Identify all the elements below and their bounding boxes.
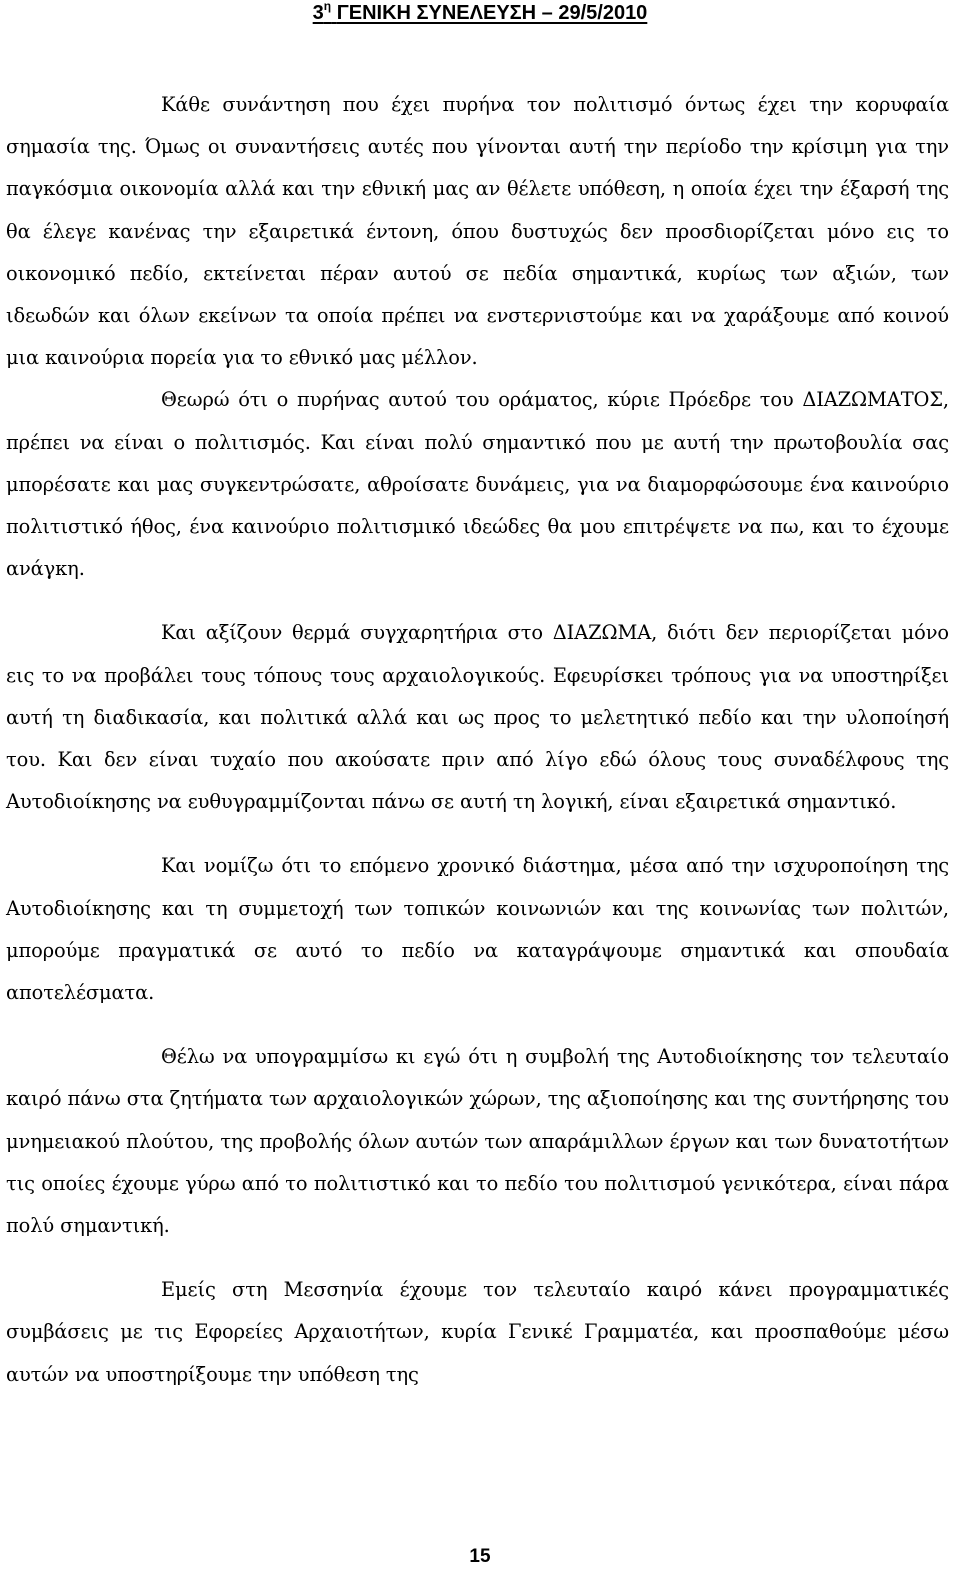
page-number: 15	[469, 1546, 491, 1567]
paragraph-6: Εμείς στη Μεσσηνία έχουμε τον τελευταίο καιρό κάνει προγραμματικές συμβάσεις με τις Εφορείες Αρχαιοτήτων, κυρία Γενικέ Γραμματέα, και προσπαθούμε μέσω αυτών να υποστηρίξουμε την υπόθεση της	[6, 1278, 949, 1386]
header-title: ΓΕΝΙΚΗ ΣΥΝΕΛΕΥΣΗ – 29/5/2010	[336, 2, 648, 24]
header-ordinal: 3	[312, 2, 324, 24]
header-ordinal-suffix: η	[323, 0, 332, 13]
paragraph-4: Και νομίζω ότι το επόμενο χρονικό διάστημα, μέσα από την ισχυροποίηση της Αυτοδιοίκησης και τη συμμετοχή των τοπικών κοινωνιών και της κοινωνίας των πολιτών, μπορούμε πραγματικά σε αυτό το πεδίο να καταγράψουμε σημαντικά και σπουδαία αποτελέσματα.	[6, 854, 949, 1005]
page-header	[0, 1, 960, 25]
paragraph-3: Και αξίζουν θερμά συγχαρητήρια στο ΔΙΑΖΩΜΑ, διότι δεν περιορίζεται μόνο εις το να προβάλει τους τόπους τους αρχαιολογικούς. Εφευρίσκει τρόπους για να υποστηρίξει αυτή τη διαδικασία, και πολιτικά αλλά και ως προς το μελετητικό πεδίο και την υλοποίησή του. Και δεν είναι τυχαίο που ακούσατε πριν από λίγο εδώ όλους τους συναδέλφους της Αυτοδιοίκησης να ευθυγραμμίζονται πάνω σε αυτή τη λογική, είναι εξαιρετικά σημαντικό.	[6, 621, 949, 814]
document-body	[6, 84, 949, 1396]
paragraph-2: Θεωρώ ότι ο πυρήνας αυτού του οράματος, κύριε Πρόεδρε του ΔΙΑΖΩΜΑΤΟΣ, πρέπει να είναι ο πολιτισμός. Και είναι πολύ σημαντικό που με αυτή την πρωτοβουλία σας μπορέσατε και μας συγκεντρώσατε, αθροίσατε δυνάμεις, για να διαμορφώσουμε ένα καινούριο πολιτιστικό ήθος, ένα καινούριο πολιτισμικό ιδεώδες θα μου επιτρέψετε να πω, και το έχουμε ανάγκη.	[6, 388, 949, 581]
paragraph-5: Θέλω να υπογραμμίσω κι εγώ ότι η συμβολή της Αυτοδιοίκησης τον τελευταίο καιρό πάνω στα ζητήματα των αρχαιολογικών χώρων, της αξιοποίησης και της συντήρησης του μνημειακού πλούτου, της προβολής όλων αυτών των απαράμιλλων έργων και των δυνατοτήτων τις οποίες έχουμε γύρω από το πολιτιστικό και το πεδίο του πολιτισμού γενικότερα, είναι πάρα πολύ σημαντική.	[6, 1045, 949, 1238]
paragraph-1: Κάθε συνάντηση που έχει πυρήνα τον πολιτισμό όντως έχει την κορυφαία σημασία της. Όμως οι συναντήσεις αυτές που γίνονται αυτή την περίοδο την κρίσιμη για την παγκόσμια οικονομία αλλά και την εθνική μας αν θέλετε υπόθεση, η οποία έχει την έξαρσή της θα έλεγε κανένας την εξαιρετικά έντονη, όπου δυστυχώς δεν προσδιορίζεται μόνο εις το οικονομικό πεδίο, εκτείνεται πέραν αυτού σε πεδία σημαντικά, κυρίως των αξιών, των ιδεωδών και όλων εκείνων τα οποία πρέπει να ενστερνιστούμε και να χαράξουμε από κοινού μια καινούρια πορεία για το εθνικό μας μέλλον.	[6, 93, 949, 370]
